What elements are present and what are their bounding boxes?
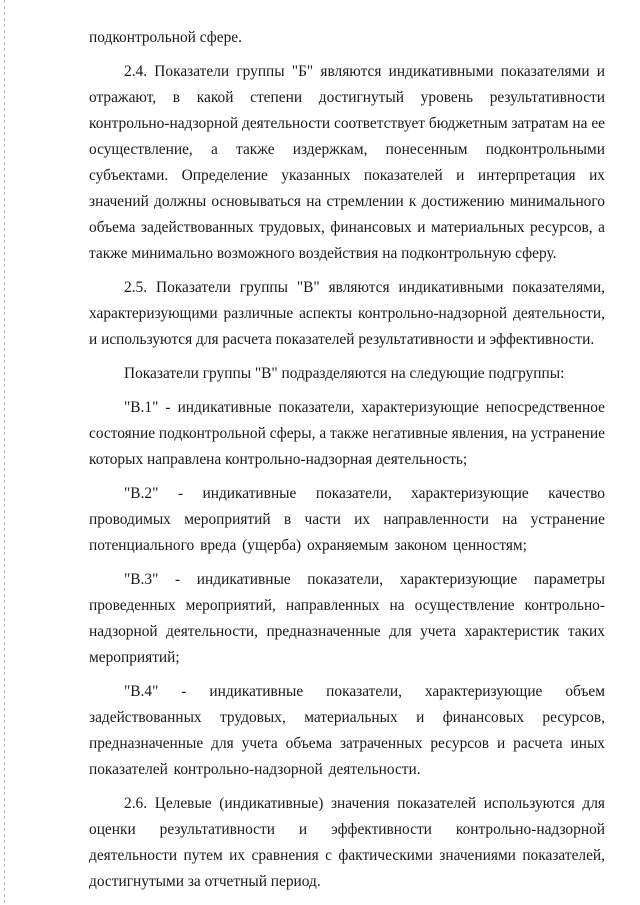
paragraph-2-6: 2.6. Целевые (индикативные) значения показателей используются для оценки результативности и эффективности контрольно-надзорной деятельности путем их сравнения с фактическими значениями показателей, достигнутыми за отчетный период. <box>89 795 605 890</box>
paragraph-subgroups-intro: Показатели группы "В" подразделяются на следующие подгруппы: <box>124 365 565 382</box>
paragraph-subgroup-v4: "В.4" - индикативные показатели, характеризующие объем задействованных трудовых, материальных и финансовых ресурсов, предназначенные для учета объема затраченных ресурсов и расчета иных показателей контрольно-надзорной деятельности. <box>89 683 605 778</box>
paragraph-subgroup-v3: "В.3" - индикативные показатели, характеризующие параметры проведенных мероприятий, направленных на осуществление контрольно-надзорной деятельности, предназначенные для учета характеристик таких мероприятий; <box>89 571 605 666</box>
paragraph-subgroup-v2: "В.2" - индикативные показатели, характеризующие качество проводимых мероприятий в части их направленности на устранение потенциального вреда (ущерба) охраняемым законом ценностям; <box>89 485 605 554</box>
left-margin-line <box>4 0 5 905</box>
paragraph-2-4: 2.4. Показатели группы "Б" являются индикативными показателями и отражают, в какой степени достигнутый уровень результативности контрольно-надзорной деятельности соответствует бюджетным затратам на ее осуществление, а также издержкам, понесенным подконтрольными субъектами. Определение указанных показателей и интерпретация их значений должны основываться на стремлении к достижению минимального объема задействованных трудовых, финансовых и материальных ресурсов, а также минимально возможного воздействия на подконтрольную сферу. <box>89 63 605 262</box>
document-page <box>89 25 605 895</box>
paragraph-continuation: подконтрольной сфере. <box>89 29 242 46</box>
paragraph-2-5: 2.5. Показатели группы "В" являются индикативными показателями, характеризующими различные аспекты контрольно-надзорной деятельности, и используются для расчета показателей результативности и эффективности. <box>89 279 605 348</box>
paragraph-subgroup-v1: "В.1" - индикативные показатели, характеризующие непосредственное состояние подконтрольной сферы, а также негативные явления, на устранение которых направлена контрольно-надзорная деятельность; <box>89 399 605 468</box>
